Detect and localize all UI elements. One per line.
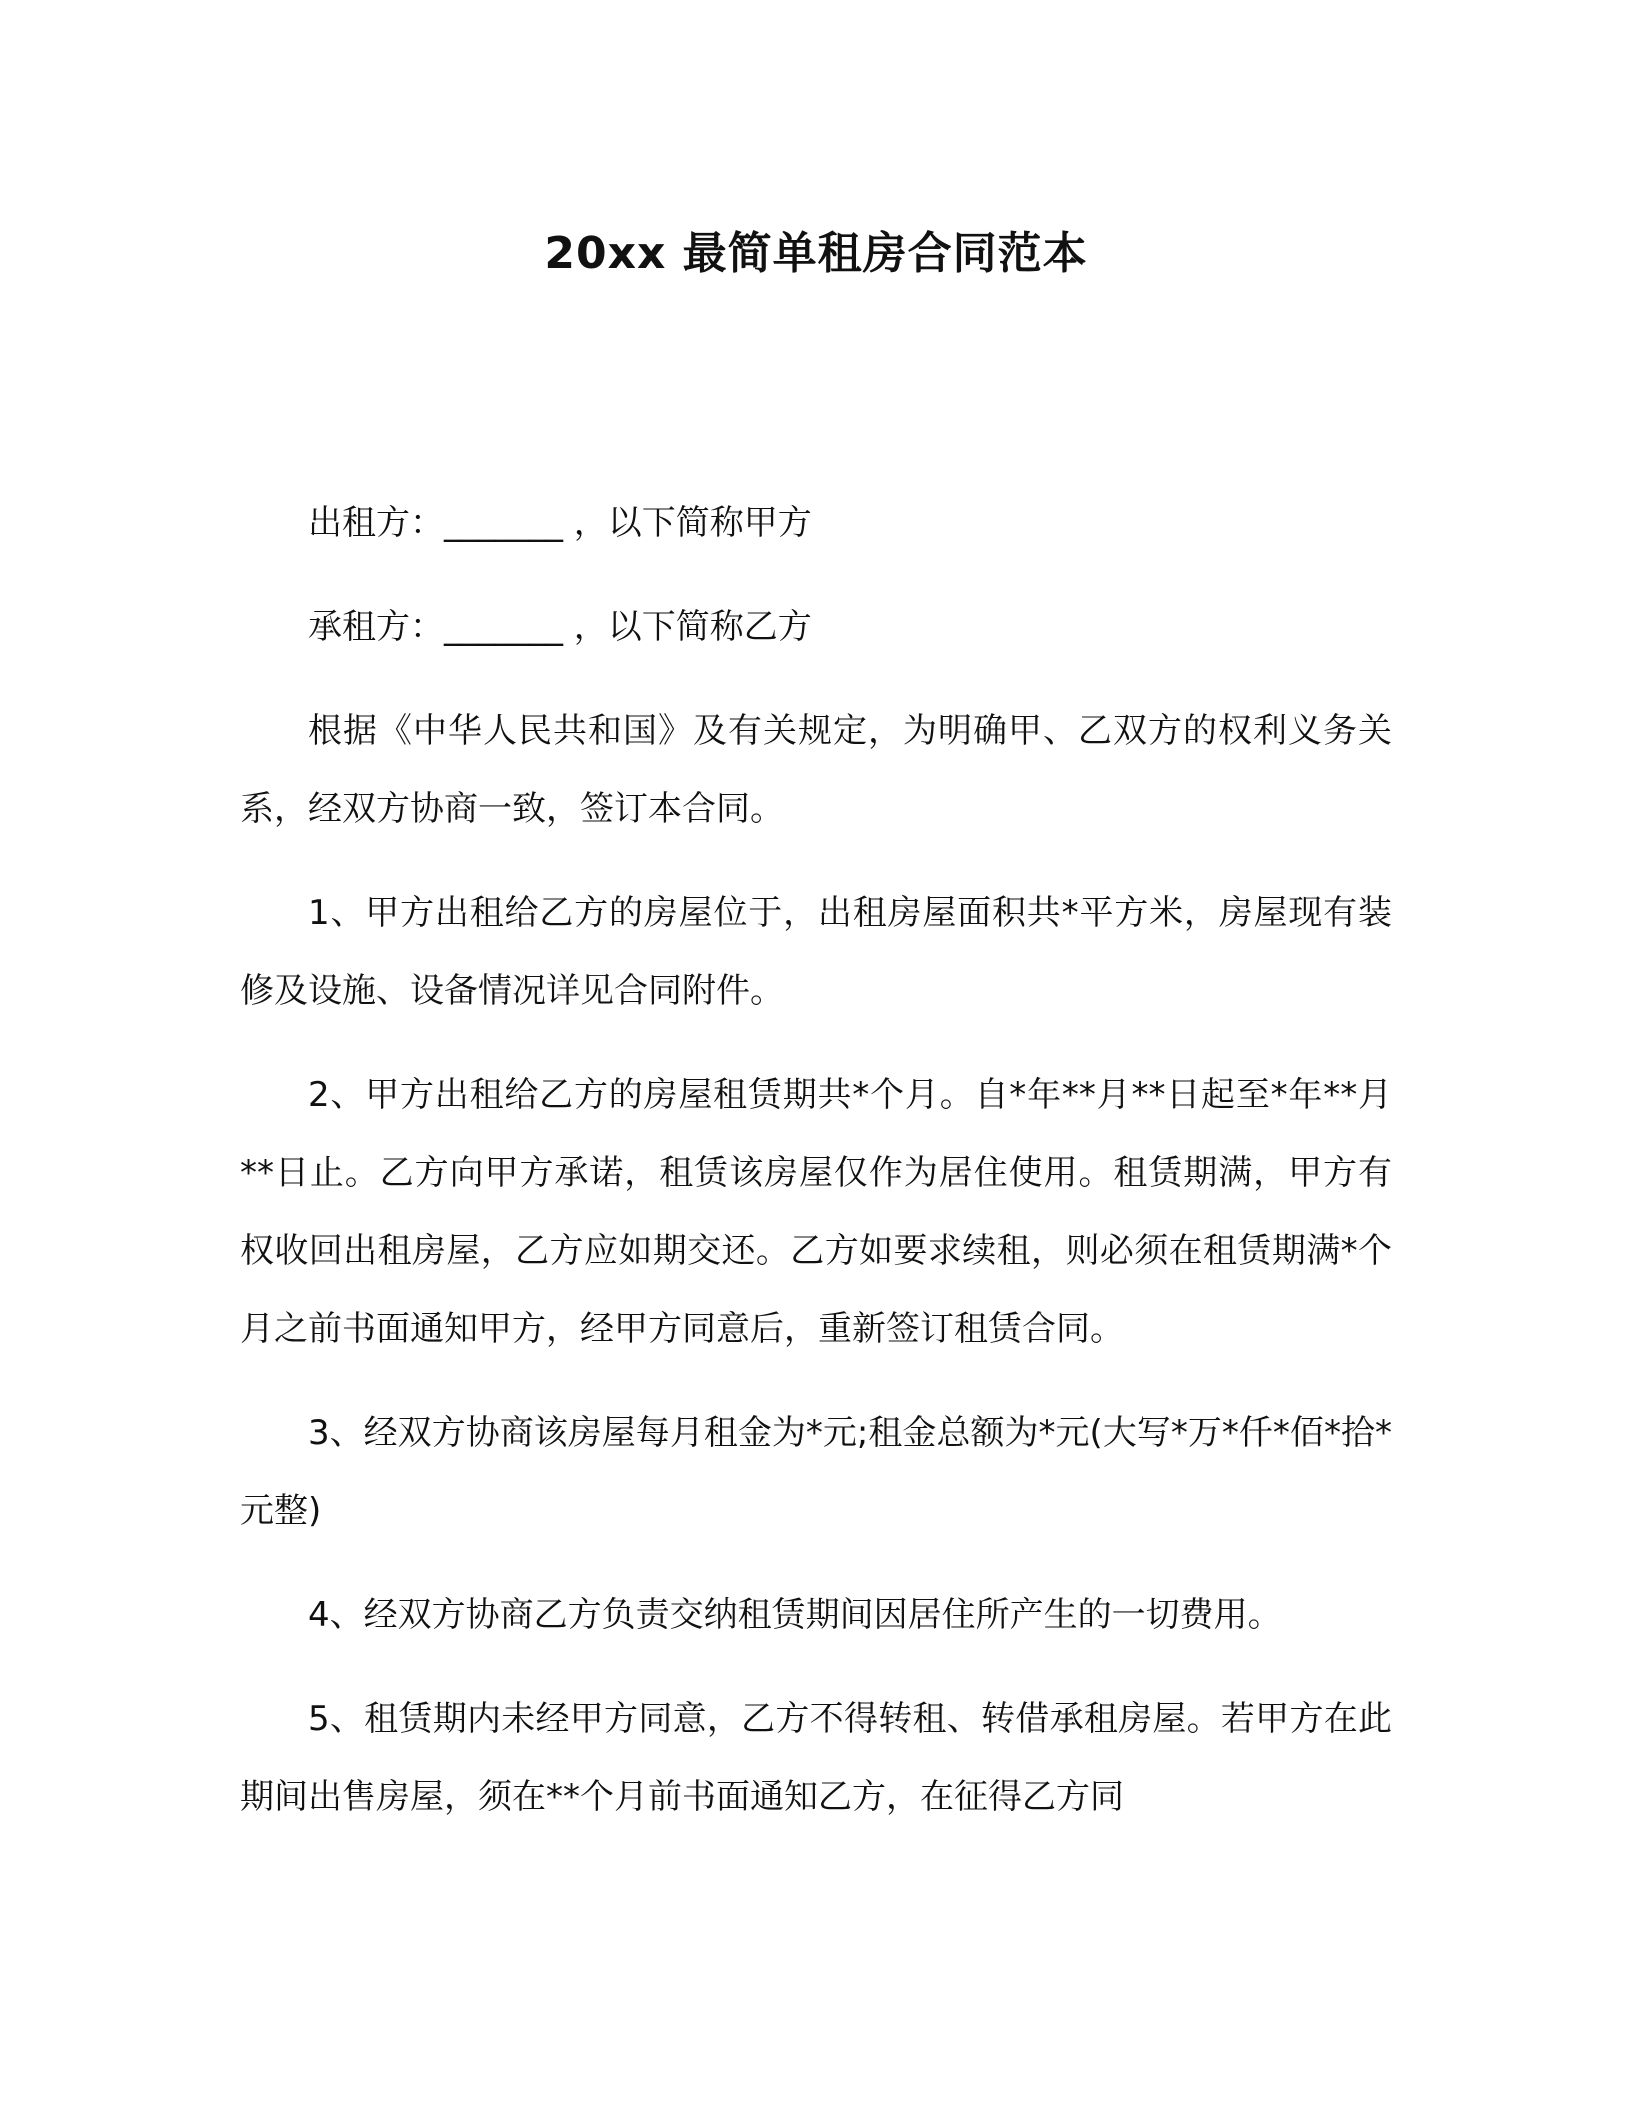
clause-1-paragraph: 1、甲方出租给乙方的房屋位于，出租房屋面积共*平方米，房屋现有装修及设施、设备情况详见合同附件。 [240, 893, 1392, 1011]
clause-2-paragraph: 2、甲方出租给乙方的房屋租赁期共*个月。自*年**月**日起至*年**月**日止。乙方向甲方承诺，租赁该房屋仅作为居住使用。租赁期满，甲方有权收回出租房屋，乙方应如期交还。乙方如要求续租，则必须在租赁期满*个月之前书面通知甲方，经甲方同意后，重新签订租赁合同。 [240, 1075, 1392, 1349]
clause-3-paragraph: 3、经双方协商该房屋每月租金为*元;租金总额为*元(大写*万*仟*佰*拾*元整) [240, 1413, 1392, 1531]
lessor-line: 出租方：_______ ，以下简称甲方 [308, 503, 812, 543]
lessee-line: 承租方：_______ ，以下简称乙方 [308, 607, 812, 647]
document-title: 20xx 最简单租房合同范本 [544, 228, 1088, 279]
preamble-paragraph: 根据《中华人民共和国》及有关规定，为明确甲、乙双方的权利义务关系，经双方协商一致，签订本合同。 [240, 711, 1392, 829]
clause-4-paragraph: 4、经双方协商乙方负责交纳租赁期间因居住所产生的一切费用。 [308, 1595, 1282, 1635]
document-body [240, 484, 1392, 1862]
clause-5-paragraph: 5、租赁期内未经甲方同意，乙方不得转租、转借承租房屋。若甲方在此期间出售房屋，须在**个月前书面通知乙方，在征得乙方同 [240, 1699, 1392, 1817]
